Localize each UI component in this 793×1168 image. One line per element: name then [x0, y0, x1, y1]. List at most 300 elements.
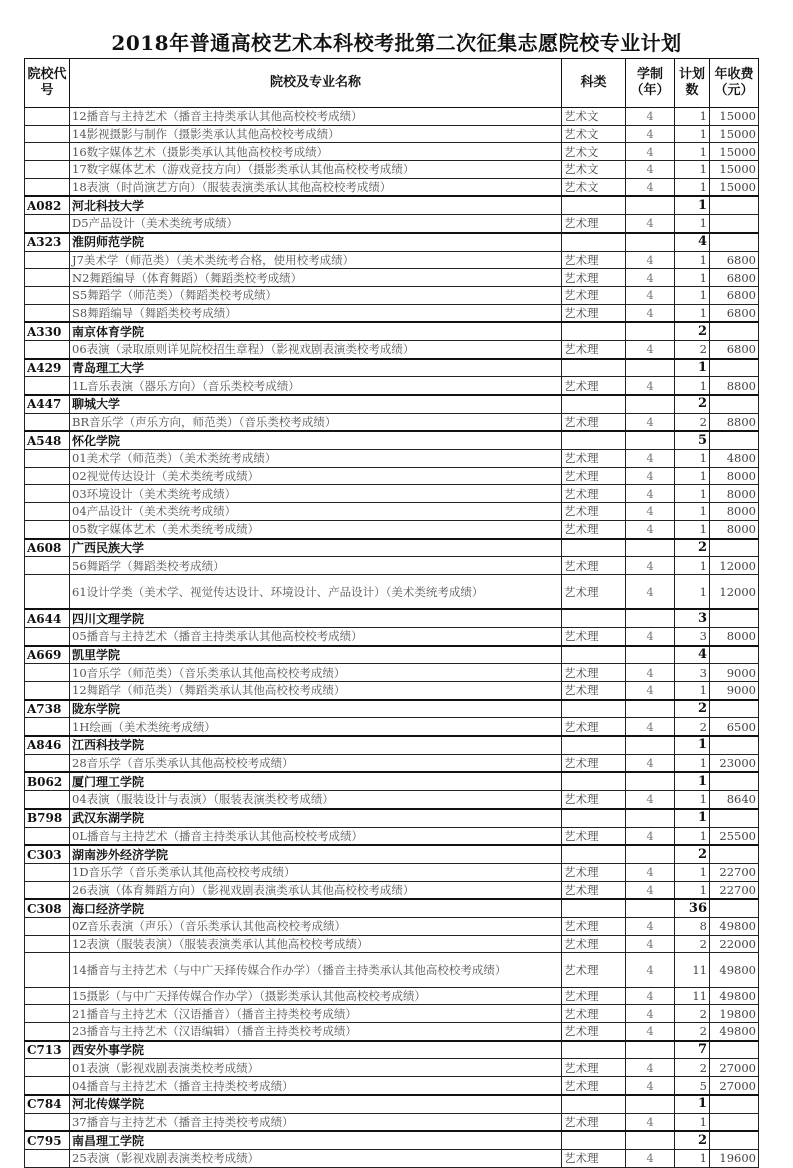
plan-count-cell: 4 [675, 646, 710, 664]
school-code-cell: A608 [25, 539, 70, 557]
school-code-cell: C303 [25, 845, 70, 863]
subject-type-cell: 艺术理 [562, 413, 626, 431]
annual-fee-cell [710, 1095, 759, 1113]
subject-type-cell: 艺术理 [562, 791, 626, 809]
subject-type-cell: 艺术理 [562, 1059, 626, 1077]
subject-type-cell: 艺术文 [562, 161, 626, 179]
annual-fee-cell [710, 609, 759, 627]
major-row [25, 269, 759, 287]
document-title: 2018年普通高校艺术本科校考批第二次征集志愿院校专业计划 [111, 31, 682, 55]
school-code-cell [25, 251, 70, 269]
name-cell: 05播音与主持艺术（播音主持类承认其他高校校考成绩） [70, 627, 562, 645]
duration-cell: 4 [626, 1113, 675, 1131]
major-row [25, 503, 759, 521]
name-cell: 05数字媒体艺术（美术类统考成绩） [70, 520, 562, 538]
header-school-code: 院校代号 [25, 59, 70, 108]
plan-count-cell: 2 [675, 322, 710, 340]
subject-type-cell: 艺术文 [562, 125, 626, 143]
plan-count-cell: 1 [675, 754, 710, 772]
name-cell: 23播音与主持艺术（汉语编辑）（播音主持类校考成绩） [70, 1023, 562, 1041]
duration-cell [626, 1131, 675, 1149]
plan-count-cell: 5 [675, 431, 710, 449]
subject-type-cell: 艺术理 [562, 340, 626, 358]
plan-count-cell: 1 [675, 269, 710, 287]
annual-fee-cell [710, 772, 759, 790]
subject-type-cell [562, 646, 626, 664]
subject-type-cell: 艺术理 [562, 215, 626, 233]
school-code-cell [25, 1023, 70, 1041]
name-cell: 12播音与主持艺术（播音主持类承认其他高校校考成绩） [70, 108, 562, 126]
school-code-cell: A669 [25, 646, 70, 664]
subject-type-cell: 艺术理 [562, 718, 626, 736]
duration-cell [626, 322, 675, 340]
name-cell: 17数字媒体艺术（游戏竞技方向）（摄影类承认其他高校校考成绩） [70, 161, 562, 179]
plan-count-cell: 1 [675, 557, 710, 575]
school-row [25, 1095, 759, 1113]
subject-type-cell: 艺术理 [562, 304, 626, 322]
header-duration: 学制（年） [626, 59, 675, 108]
annual-fee-cell: 6500 [710, 718, 759, 736]
school-code-cell: A323 [25, 233, 70, 251]
school-row [25, 539, 759, 557]
name-cell: 03环境设计（美术类统考成绩） [70, 485, 562, 503]
subject-type-cell: 艺术理 [562, 574, 626, 609]
major-row [25, 827, 759, 845]
name-cell: 01表演（影视戏剧表演类校考成绩） [70, 1059, 562, 1077]
duration-cell: 4 [626, 450, 675, 468]
school-code-cell [25, 215, 70, 233]
duration-cell: 4 [626, 953, 675, 987]
duration-cell [626, 1095, 675, 1113]
duration-cell: 4 [626, 413, 675, 431]
major-row [25, 1113, 759, 1131]
subject-type-cell [562, 700, 626, 718]
major-row [25, 881, 759, 899]
plan-count-cell: 2 [675, 845, 710, 863]
duration-cell [626, 809, 675, 827]
duration-cell: 4 [626, 215, 675, 233]
school-code-cell: B798 [25, 809, 70, 827]
major-row [25, 718, 759, 736]
name-cell: 河北科技大学 [70, 196, 562, 214]
duration-cell [626, 609, 675, 627]
school-code-cell: A548 [25, 431, 70, 449]
school-code-cell: C795 [25, 1131, 70, 1149]
subject-type-cell: 艺术理 [562, 503, 626, 521]
duration-cell: 4 [626, 791, 675, 809]
plan-count-cell: 1 [675, 286, 710, 304]
duration-cell [626, 196, 675, 214]
plan-count-cell: 1 [675, 1113, 710, 1131]
name-cell: 四川文理学院 [70, 609, 562, 627]
name-cell: 21播音与主持艺术（汉语播音）（播音主持类校考成绩） [70, 1005, 562, 1023]
plan-count-cell: 2 [675, 718, 710, 736]
annual-fee-cell: 15000 [710, 108, 759, 126]
name-cell: 1D音乐学（音乐类承认其他高校校考成绩） [70, 863, 562, 881]
school-code-cell [25, 881, 70, 899]
major-row [25, 413, 759, 431]
plan-count-cell: 1 [675, 863, 710, 881]
annual-fee-cell [710, 395, 759, 413]
school-code-cell [25, 1113, 70, 1131]
duration-cell: 4 [626, 1023, 675, 1041]
name-cell: N2舞蹈编导（体育舞蹈）（舞蹈类校考成绩） [70, 269, 562, 287]
annual-fee-cell: 6800 [710, 251, 759, 269]
annual-fee-cell [710, 233, 759, 251]
school-row [25, 899, 759, 917]
subject-type-cell: 艺术理 [562, 682, 626, 700]
plan-count-cell: 1 [675, 1149, 710, 1167]
subject-type-cell: 艺术理 [562, 557, 626, 575]
duration-cell: 4 [626, 467, 675, 485]
name-cell: 西安外事学院 [70, 1041, 562, 1059]
major-row [25, 143, 759, 161]
annual-fee-cell: 19800 [710, 1005, 759, 1023]
duration-cell: 4 [626, 557, 675, 575]
annual-fee-cell: 8000 [710, 520, 759, 538]
subject-type-cell [562, 809, 626, 827]
school-code-cell [25, 987, 70, 1005]
annual-fee-cell: 8000 [710, 467, 759, 485]
annual-fee-cell: 22700 [710, 863, 759, 881]
duration-cell: 4 [626, 503, 675, 521]
subject-type-cell [562, 539, 626, 557]
name-cell: 18表演（时尚演艺方向）（服装表演类承认其他高校校考成绩） [70, 178, 562, 196]
annual-fee-cell: 8000 [710, 503, 759, 521]
major-row [25, 251, 759, 269]
duration-cell: 4 [626, 269, 675, 287]
annual-fee-cell [710, 646, 759, 664]
plan-count-cell: 5 [675, 1077, 710, 1095]
subject-type-cell: 艺术理 [562, 987, 626, 1005]
major-row [25, 1077, 759, 1095]
name-cell: D5产品设计（美术类统考成绩） [70, 215, 562, 233]
name-cell: 14影视摄影与制作（摄影类承认其他高校校考成绩） [70, 125, 562, 143]
table-body [25, 108, 759, 1168]
name-cell: 怀化学院 [70, 431, 562, 449]
major-row [25, 557, 759, 575]
name-cell: 湖南涉外经济学院 [70, 845, 562, 863]
school-row [25, 700, 759, 718]
name-cell: 青岛理工大学 [70, 359, 562, 377]
annual-fee-cell [710, 215, 759, 233]
school-code-cell [25, 682, 70, 700]
name-cell: 04表演（服装设计与表演）（服装表演类校考成绩） [70, 791, 562, 809]
major-row [25, 987, 759, 1005]
duration-cell: 4 [626, 304, 675, 322]
duration-cell: 4 [626, 520, 675, 538]
name-cell: 聊城大学 [70, 395, 562, 413]
school-row [25, 772, 759, 790]
annual-fee-cell [710, 359, 759, 377]
annual-fee-cell: 6800 [710, 304, 759, 322]
school-row [25, 233, 759, 251]
plan-count-cell: 1 [675, 377, 710, 395]
school-code-cell: A846 [25, 736, 70, 754]
subject-type-cell: 艺术理 [562, 1023, 626, 1041]
annual-fee-cell: 22000 [710, 935, 759, 953]
school-code-cell [25, 125, 70, 143]
subject-type-cell [562, 196, 626, 214]
duration-cell: 4 [626, 1005, 675, 1023]
school-code-cell [25, 664, 70, 682]
subject-type-cell: 艺术理 [562, 1149, 626, 1167]
duration-cell [626, 431, 675, 449]
major-row [25, 574, 759, 609]
major-row [25, 754, 759, 772]
name-cell: 厦门理工学院 [70, 772, 562, 790]
major-row [25, 791, 759, 809]
school-code-cell [25, 304, 70, 322]
name-cell: 37播音与主持艺术（播音主持类校考成绩） [70, 1113, 562, 1131]
name-cell: 04播音与主持艺术（播音主持类校考成绩） [70, 1077, 562, 1095]
duration-cell [626, 1041, 675, 1059]
school-row [25, 395, 759, 413]
subject-type-cell [562, 359, 626, 377]
plan-count-cell: 1 [675, 791, 710, 809]
school-row [25, 1041, 759, 1059]
plan-count-cell: 1 [675, 450, 710, 468]
school-code-cell [25, 935, 70, 953]
annual-fee-cell [710, 736, 759, 754]
annual-fee-cell: 8000 [710, 485, 759, 503]
plan-count-cell: 3 [675, 627, 710, 645]
plan-count-cell: 1 [675, 827, 710, 845]
name-cell: 26表演（体育舞蹈方向）（影视戏剧表演类承认其他高校校考成绩） [70, 881, 562, 899]
subject-type-cell: 艺术理 [562, 935, 626, 953]
duration-cell [626, 899, 675, 917]
duration-cell: 4 [626, 754, 675, 772]
annual-fee-cell: 15000 [710, 161, 759, 179]
name-cell: 02视觉传达设计（美术类统考成绩） [70, 467, 562, 485]
duration-cell [626, 539, 675, 557]
annual-fee-cell: 25500 [710, 827, 759, 845]
duration-cell: 4 [626, 485, 675, 503]
subject-type-cell: 艺术理 [562, 754, 626, 772]
school-code-cell [25, 1149, 70, 1167]
annual-fee-cell: 8640 [710, 791, 759, 809]
duration-cell: 4 [626, 917, 675, 935]
subject-type-cell [562, 736, 626, 754]
plan-count-cell: 1 [675, 485, 710, 503]
major-row [25, 953, 759, 987]
name-cell: 16数字媒体艺术（摄影类承认其他高校校考成绩） [70, 143, 562, 161]
school-code-cell [25, 485, 70, 503]
duration-cell: 4 [626, 286, 675, 304]
subject-type-cell: 艺术理 [562, 664, 626, 682]
subject-type-cell [562, 233, 626, 251]
plan-count-cell: 2 [675, 1023, 710, 1041]
annual-fee-cell: 15000 [710, 178, 759, 196]
duration-cell: 4 [626, 178, 675, 196]
duration-cell: 4 [626, 827, 675, 845]
name-cell: 12舞蹈学（师范类）（舞蹈类承认其他高校校考成绩） [70, 682, 562, 700]
school-row [25, 845, 759, 863]
name-cell: 14播音与主持艺术（与中广天择传媒合作办学）（播音主持类承认其他高校校考成绩） [70, 953, 562, 987]
name-cell: 凯里学院 [70, 646, 562, 664]
duration-cell [626, 395, 675, 413]
duration-cell: 4 [626, 251, 675, 269]
subject-type-cell: 艺术理 [562, 881, 626, 899]
school-code-cell [25, 718, 70, 736]
subject-type-cell: 艺术理 [562, 269, 626, 287]
plan-count-cell: 1 [675, 161, 710, 179]
duration-cell: 4 [626, 1149, 675, 1167]
school-code-cell [25, 413, 70, 431]
name-cell: 01美术学（师范类）（美术类统考成绩） [70, 450, 562, 468]
annual-fee-cell [710, 1113, 759, 1131]
subject-type-cell: 艺术理 [562, 1077, 626, 1095]
annual-fee-cell [710, 1041, 759, 1059]
name-cell: 61设计学类（美术学、视觉传达设计、环境设计、产品设计）（美术类统考成绩） [70, 574, 562, 609]
header-school-major-name: 院校及专业名称 [70, 59, 562, 108]
duration-cell: 4 [626, 718, 675, 736]
school-code-cell [25, 627, 70, 645]
subject-type-cell [562, 1131, 626, 1149]
duration-cell: 4 [626, 627, 675, 645]
duration-cell: 4 [626, 987, 675, 1005]
major-row [25, 125, 759, 143]
subject-type-cell: 艺术理 [562, 917, 626, 935]
major-row [25, 215, 759, 233]
major-row [25, 1059, 759, 1077]
plan-count-cell: 2 [675, 395, 710, 413]
plan-count-cell: 1 [675, 520, 710, 538]
header-plan-count: 计划数 [675, 59, 710, 108]
annual-fee-cell [710, 809, 759, 827]
major-row [25, 520, 759, 538]
header-annual-fee: 年收费（元） [710, 59, 759, 108]
subject-type-cell: 艺术理 [562, 450, 626, 468]
annual-fee-cell: 4800 [710, 450, 759, 468]
annual-fee-cell [710, 539, 759, 557]
plan-count-cell: 1 [675, 682, 710, 700]
plan-count-cell: 1 [675, 178, 710, 196]
subject-type-cell: 艺术文 [562, 143, 626, 161]
subject-type-cell: 艺术理 [562, 1005, 626, 1023]
school-code-cell [25, 450, 70, 468]
annual-fee-cell: 6800 [710, 286, 759, 304]
plan-count-cell: 1 [675, 467, 710, 485]
plan-count-cell: 2 [675, 1131, 710, 1149]
subject-type-cell: 艺术文 [562, 178, 626, 196]
school-code-cell [25, 574, 70, 609]
annual-fee-cell: 15000 [710, 143, 759, 161]
major-row [25, 1023, 759, 1041]
school-code-cell [25, 108, 70, 126]
school-row [25, 609, 759, 627]
annual-fee-cell: 9000 [710, 664, 759, 682]
annual-fee-cell: 15000 [710, 125, 759, 143]
annual-fee-cell: 49800 [710, 987, 759, 1005]
name-cell: 0Z音乐表演（声乐）（音乐类承认其他高校校考成绩） [70, 917, 562, 935]
name-cell: 04产品设计（美术类统考成绩） [70, 503, 562, 521]
school-code-cell: A644 [25, 609, 70, 627]
annual-fee-cell: 12000 [710, 574, 759, 609]
subject-type-cell: 艺术理 [562, 520, 626, 538]
major-row [25, 1149, 759, 1167]
duration-cell [626, 359, 675, 377]
school-code-cell: A738 [25, 700, 70, 718]
annual-fee-cell: 6800 [710, 340, 759, 358]
school-code-cell: A447 [25, 395, 70, 413]
school-code-cell [25, 557, 70, 575]
school-code-cell [25, 269, 70, 287]
plan-count-cell: 1 [675, 772, 710, 790]
major-row [25, 108, 759, 126]
duration-cell: 4 [626, 664, 675, 682]
major-row [25, 286, 759, 304]
major-row [25, 935, 759, 953]
plan-count-cell: 36 [675, 899, 710, 917]
subject-type-cell: 艺术理 [562, 485, 626, 503]
school-code-cell [25, 917, 70, 935]
subject-type-cell [562, 431, 626, 449]
annual-fee-cell: 19600 [710, 1149, 759, 1167]
school-row [25, 431, 759, 449]
subject-type-cell: 艺术文 [562, 108, 626, 126]
duration-cell: 4 [626, 161, 675, 179]
subject-type-cell [562, 1041, 626, 1059]
duration-cell: 4 [626, 1059, 675, 1077]
major-row [25, 1005, 759, 1023]
plan-count-cell: 2 [675, 340, 710, 358]
school-code-cell [25, 520, 70, 538]
plan-count-cell: 1 [675, 143, 710, 161]
duration-cell [626, 233, 675, 251]
duration-cell [626, 845, 675, 863]
plan-count-cell: 1 [675, 304, 710, 322]
school-code-cell [25, 1077, 70, 1095]
name-cell: 0L播音与主持艺术（播音主持类承认其他高校校考成绩） [70, 827, 562, 845]
school-code-cell: A082 [25, 196, 70, 214]
subject-type-cell: 艺术理 [562, 377, 626, 395]
name-cell: 12表演（服装表演）（服装表演类承认其他高校校考成绩） [70, 935, 562, 953]
annual-fee-cell: 27000 [710, 1077, 759, 1095]
school-code-cell [25, 503, 70, 521]
duration-cell: 4 [626, 340, 675, 358]
major-row [25, 161, 759, 179]
school-code-cell: B062 [25, 772, 70, 790]
major-row [25, 627, 759, 645]
plan-count-cell: 1 [675, 1095, 710, 1113]
school-code-cell [25, 286, 70, 304]
duration-cell [626, 736, 675, 754]
name-cell: 河北传媒学院 [70, 1095, 562, 1113]
school-code-cell [25, 953, 70, 987]
school-row [25, 1131, 759, 1149]
major-row [25, 664, 759, 682]
school-row [25, 646, 759, 664]
duration-cell: 4 [626, 863, 675, 881]
school-code-cell [25, 161, 70, 179]
annual-fee-cell: 49800 [710, 917, 759, 935]
annual-fee-cell: 23000 [710, 754, 759, 772]
annual-fee-cell: 8000 [710, 627, 759, 645]
subject-type-cell: 艺术理 [562, 953, 626, 987]
major-row [25, 485, 759, 503]
annual-fee-cell: 9000 [710, 682, 759, 700]
major-row [25, 178, 759, 196]
name-cell: 武汉东湖学院 [70, 809, 562, 827]
name-cell: J7美术学（师范类）（美术类统考合格，使用校考成绩） [70, 251, 562, 269]
name-cell: 南京体育学院 [70, 322, 562, 340]
school-code-cell [25, 827, 70, 845]
duration-cell [626, 646, 675, 664]
plan-count-cell: 1 [675, 196, 710, 214]
plan-count-cell: 1 [675, 125, 710, 143]
major-row [25, 682, 759, 700]
